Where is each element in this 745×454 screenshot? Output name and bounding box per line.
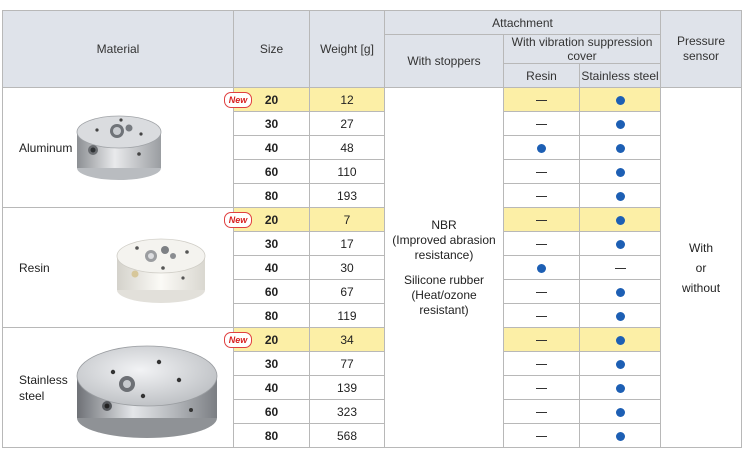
availability-dot-icon <box>616 216 625 225</box>
new-badge: New <box>224 332 252 348</box>
table-row <box>3 88 742 112</box>
availability-dot-icon <box>616 240 625 249</box>
resin-cell <box>504 256 580 280</box>
resin-cell <box>504 136 580 160</box>
size-cell: 80 <box>234 304 310 328</box>
header-attachment: Attachment <box>385 11 661 35</box>
stainless-cell <box>580 280 661 304</box>
stainless-cell <box>580 424 661 448</box>
stainless-cell <box>580 136 661 160</box>
material-label: Resin <box>19 260 50 275</box>
weight-cell: 139 <box>310 376 385 400</box>
availability-dot-icon <box>537 264 546 273</box>
weight-cell: 568 <box>310 424 385 448</box>
availability-dot-icon <box>616 120 625 129</box>
material-resin <box>3 208 234 328</box>
availability-dot-icon <box>616 168 625 177</box>
resin-cell <box>504 352 580 376</box>
weight-cell: 30 <box>310 256 385 280</box>
size-cell: 60 <box>234 160 310 184</box>
stainless-cell <box>580 400 661 424</box>
stainless-cell <box>580 112 661 136</box>
weight-cell: 34 <box>310 328 385 352</box>
dash-mark <box>536 340 547 341</box>
stainless-cell <box>580 160 661 184</box>
resin-cell <box>504 208 580 232</box>
size-cell: 30 <box>234 232 310 256</box>
stainless-cell <box>580 328 661 352</box>
dash-mark <box>536 196 547 197</box>
weight-cell: 77 <box>310 352 385 376</box>
availability-dot-icon <box>616 144 625 153</box>
with-stoppers-note: NBR (Improved abrasion resistance) Silicone rubber (Heat/ozone resistant) <box>385 88 504 448</box>
header-with-stoppers: With stoppers <box>385 35 504 88</box>
stainless-cell <box>580 88 661 112</box>
header-pressure-sensor: Pressure sensor <box>661 11 742 88</box>
weight-cell: 323 <box>310 400 385 424</box>
resin-cell <box>504 184 580 208</box>
weight-cell: 12 <box>310 88 385 112</box>
new-badge: New <box>224 212 252 228</box>
stainless-cell <box>580 184 661 208</box>
resin-cell <box>504 88 580 112</box>
resin-cell <box>504 112 580 136</box>
size-cell: 40 <box>234 376 310 400</box>
weight-cell: 27 <box>310 112 385 136</box>
availability-dot-icon <box>616 192 625 201</box>
resin-cell <box>504 304 580 328</box>
stainless-cell <box>580 376 661 400</box>
size-cell: 30 <box>234 352 310 376</box>
size-cell: 40 <box>234 136 310 160</box>
weight-cell: 17 <box>310 232 385 256</box>
dash-mark <box>536 220 547 221</box>
weight-cell: 48 <box>310 136 385 160</box>
resin-pad-image <box>113 228 209 308</box>
dash-mark <box>615 268 626 269</box>
resin-cell <box>504 400 580 424</box>
availability-dot-icon <box>616 384 625 393</box>
availability-dot-icon <box>616 336 625 345</box>
stainless-cell <box>580 256 661 280</box>
stainless-pad-image <box>73 336 221 444</box>
dash-mark <box>536 364 547 365</box>
availability-dot-icon <box>616 288 625 297</box>
dash-mark <box>536 292 547 293</box>
size-cell: New 20 <box>234 208 310 232</box>
weight-cell: 119 <box>310 304 385 328</box>
stainless-cell <box>580 232 661 256</box>
material-label: Stainless steel <box>19 372 68 403</box>
availability-dot-icon <box>616 408 625 417</box>
weight-cell: 193 <box>310 184 385 208</box>
size-cell: 30 <box>234 112 310 136</box>
weight-cell: 7 <box>310 208 385 232</box>
size-cell: 80 <box>234 184 310 208</box>
resin-cell <box>504 376 580 400</box>
dash-mark <box>536 412 547 413</box>
weight-cell: 110 <box>310 160 385 184</box>
new-badge: New <box>224 92 252 108</box>
dash-mark <box>536 172 547 173</box>
resin-cell <box>504 232 580 256</box>
size-cell: New 20 <box>234 328 310 352</box>
table-row <box>3 208 742 232</box>
pressure-sensor-note: With or without <box>661 88 742 448</box>
dash-mark <box>536 124 547 125</box>
availability-dot-icon <box>537 144 546 153</box>
aluminum-pad-image <box>73 106 165 184</box>
size-cell: New 20 <box>234 88 310 112</box>
weight-cell: 67 <box>310 280 385 304</box>
table-row <box>3 328 742 352</box>
header-stainless-steel: Stainless steel <box>580 64 661 88</box>
size-cell: 60 <box>234 280 310 304</box>
resin-cell <box>504 280 580 304</box>
dash-mark <box>536 244 547 245</box>
dash-mark <box>536 100 547 101</box>
stainless-cell <box>580 352 661 376</box>
header-weight: Weight [g] <box>310 11 385 88</box>
header-material: Material <box>3 11 234 88</box>
material-label: Aluminum <box>19 140 73 155</box>
header-with-vibration-cover: With vibration suppression cover <box>504 35 661 64</box>
size-cell: 40 <box>234 256 310 280</box>
stainless-cell <box>580 208 661 232</box>
availability-dot-icon <box>616 432 625 441</box>
resin-cell <box>504 424 580 448</box>
size-cell: 80 <box>234 424 310 448</box>
material-stainless-steel <box>3 328 234 448</box>
dash-mark <box>536 316 547 317</box>
resin-cell <box>504 160 580 184</box>
dash-mark <box>536 436 547 437</box>
header-resin: Resin <box>504 64 580 88</box>
header-size: Size <box>234 11 310 88</box>
availability-dot-icon <box>616 360 625 369</box>
stainless-cell <box>580 304 661 328</box>
availability-dot-icon <box>616 312 625 321</box>
size-cell: 60 <box>234 400 310 424</box>
spec-table <box>2 10 742 448</box>
material-aluminum <box>3 88 234 208</box>
resin-cell <box>504 328 580 352</box>
dash-mark <box>536 388 547 389</box>
availability-dot-icon <box>616 96 625 105</box>
